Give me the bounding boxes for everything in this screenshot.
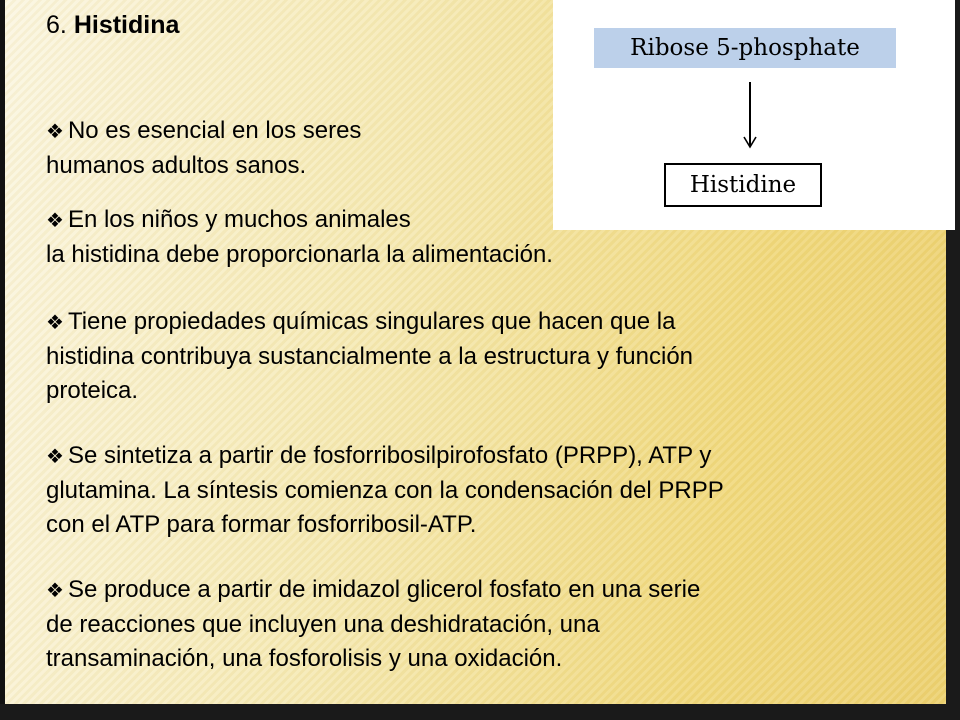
bullet-3-line-1: Tiene propiedades químicas singulares que hacen que la	[67, 308, 676, 335]
bullet-1-line-1: No es esencial en los seres	[67, 117, 362, 144]
bullet-2-line-2: la histidina debe proporcionarla la alimentación.	[46, 241, 553, 268]
bullet-1-line-2: humanos adultos sanos.	[46, 152, 307, 179]
bullet-5-line-3: transaminación, una fosforolisis y una oxidación.	[46, 645, 563, 672]
bullet-5	[46, 573, 700, 676]
bullet-3-icon: ❖	[46, 312, 64, 334]
ribose-5-phosphate-node: Ribose 5-phosphate	[594, 28, 896, 68]
bullet-1-icon: ❖	[46, 121, 64, 143]
bullet-5-line-2: de reacciones que incluyen una deshidratación, una	[46, 611, 600, 638]
bullet-3	[46, 305, 693, 408]
bullet-4-line-3: con el ATP para formar fosforribosil-ATP.	[46, 511, 477, 538]
bullet-4-line-1: Se sintetiza a partir de fosforribosilpirofosfato (PRPP), ATP y	[67, 442, 712, 469]
slide-title	[46, 10, 179, 40]
bullet-3-line-2: histidina contribuya sustancialmente a la estructura y función	[46, 343, 694, 370]
bullet-4-icon: ❖	[46, 446, 64, 468]
bullet-4	[46, 439, 724, 542]
bullet-5-line-1: Se produce a partir de imidazol glicerol fosfato en una serie	[67, 576, 701, 603]
bullet-4-line-2: glutamina. La síntesis comienza con la condensación del PRPP	[46, 477, 724, 504]
pathway-diagram	[553, 0, 955, 230]
bullet-1	[46, 114, 361, 183]
bullet-2-icon: ❖	[46, 210, 64, 232]
bullet-5-icon: ❖	[46, 580, 64, 602]
bullet-3-line-3: proteica.	[46, 377, 139, 404]
bullet-2	[46, 203, 553, 272]
slide-left-border	[0, 0, 5, 720]
bullet-2-line-1: En los niños y muchos animales	[67, 206, 411, 233]
title-text: Histidina	[73, 11, 180, 39]
slide-bottom-border	[0, 704, 960, 720]
title-number: 6.	[46, 11, 67, 39]
histidine-node: Histidine	[664, 163, 822, 207]
